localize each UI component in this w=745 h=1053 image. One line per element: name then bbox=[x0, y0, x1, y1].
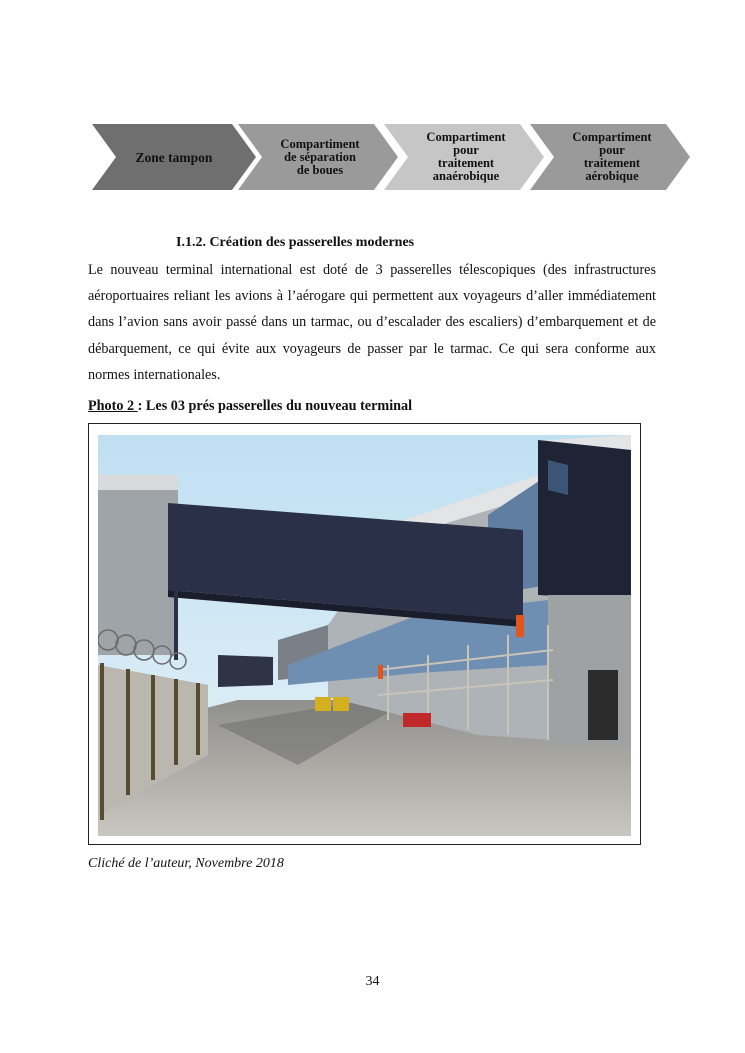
flow-step-3-label: Compartiment pour traitement anaérobique bbox=[426, 130, 506, 183]
figure-caption-text: : Les 03 prés passerelles du nouveau terminal bbox=[137, 398, 413, 414]
flow-step-1-label: Zone tampon bbox=[135, 149, 213, 165]
photo-credit: Cliché de l’auteur, Novembre 2018 bbox=[88, 856, 284, 871]
body-paragraph: Le nouveau terminal international est doté de 3 passerelles télescopiques (des infrastructures aéroportuaires reliant les avions à l’aérogare qui permettent aux voyageurs d’aller immédiatement dans l’avion sans avoir passé dans un tarmac, ou d’escalader des escaliers) d’embarquement et de débarquement, ce qui évite aux voyageurs de passer par le tarmac. Ce qui sera conforme aux normes internationales. bbox=[88, 262, 656, 383]
photo-frame bbox=[88, 423, 641, 845]
flow-step-4-label: Compartiment pour traitement aérobique bbox=[572, 130, 652, 183]
process-flow-diagram bbox=[92, 124, 692, 190]
figure-caption bbox=[88, 398, 412, 415]
page-number: 34 bbox=[365, 974, 380, 989]
section-heading: I.1.2. Création des passerelles modernes bbox=[176, 235, 415, 250]
figure-caption-label: Photo 2 bbox=[88, 398, 138, 414]
terminal-photo bbox=[98, 435, 631, 836]
flow-step-2-label: Compartiment de séparation de boues bbox=[280, 136, 360, 177]
